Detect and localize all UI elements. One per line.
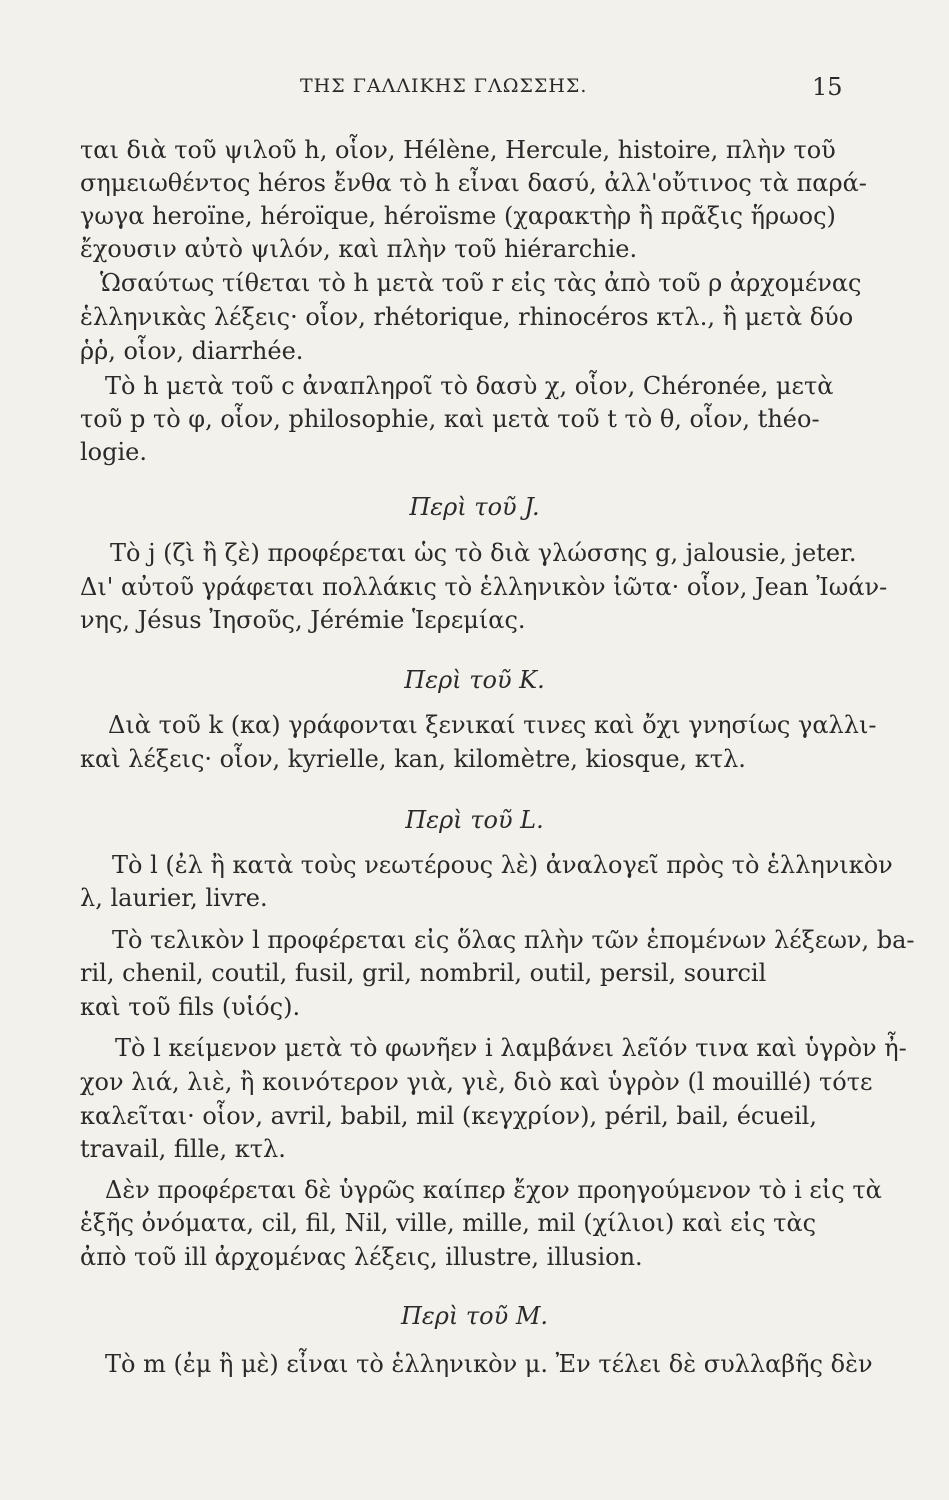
page-number: 15 (812, 73, 843, 101)
text-line: ἑξῆς ὀνόματα, cil, fil, Nil, ville, mille, mil (χίλιοι) καὶ εἰς τὰς (80, 1209, 817, 1237)
text-line: τοῦ p τὸ φ, οἷον, philosophie, καὶ μετὰ τοῦ t τὸ θ, οἷον, théo- (80, 405, 820, 433)
text-line: Δὲν προφέρεται δὲ ὑγρῶς καίπερ ἔχον προηγούμενον τὸ i εἰς τὰ (105, 1176, 882, 1204)
text-line: ἀπὸ τοῦ ill ἀρχομένας λέξεις, illustre, illusion. (80, 1243, 643, 1271)
section-heading-m: Περὶ τοῦ M. (400, 1302, 549, 1330)
section-heading-k: Περὶ τοῦ K. (404, 666, 545, 694)
text-line: travail, fille, κτλ. (80, 1135, 286, 1163)
text-line: logie. (80, 438, 147, 466)
text-line: Τὸ m (ἐμ ἢ μὲ) εἶναι τὸ ἑλληνικὸν μ. Ἐν τέλει δὲ συλλαβῆς δὲν (105, 1350, 873, 1378)
text-line: Τὸ l κείμενον μετὰ τὸ φωνῆεν i λαμβάνει λεῖόν τινα καὶ ὑγρὸν ἦ- (115, 1034, 907, 1062)
text-line: λ, laurier, livre. (80, 884, 268, 912)
text-line: ται διὰ τοῦ ψιλοῦ h, οἷον, Hélène, Hercule, histoire, πλὴν τοῦ (80, 136, 836, 164)
text-line: ril, chenil, coutil, fusil, gril, nombril, outil, persil, sourcil (80, 959, 767, 987)
text-line: Διὰ τοῦ k (κα) γράφονται ξενικαί τινες καὶ ὄχι γνησίως γαλλι- (108, 711, 877, 739)
text-line: ῥῥ, οἷον, diarrhée. (80, 337, 304, 365)
text-line: χον λιά, λιὲ, ἢ κοινότερον γιὰ, γιὲ, διὸ καὶ ὑγρὸν (l mouillé) τότε (80, 1068, 873, 1096)
text-line: ἑλληνικὰς λέξεις· οἷον, rhétorique, rhinocéros κτλ., ἢ μετὰ δύο (80, 303, 854, 331)
text-line: ἔχουσιν αὐτὸ ψιλόν, καὶ πλὴν τοῦ hiérarchie. (80, 235, 638, 263)
text-line: καὶ τοῦ fils (υἱός). (80, 993, 301, 1021)
text-line: Τὸ h μετὰ τοῦ c ἀναπληροῖ τὸ δασὺ χ, οἷον, Chéronée, μετὰ (105, 372, 834, 400)
text-line: Ὡσαύτως τίθεται τὸ h μετὰ τοῦ r εἰς τὰς ἀπὸ τοῦ ρ ἀρχομένας (100, 269, 862, 297)
running-head: ΤΗΣ ΓΑΛΛΙΚΗΣ ΓΛΩΣΣΗΣ. (300, 75, 588, 97)
text-line: καλεῖται· οἷον, avril, babil, mil (κεγχρίον), péril, bail, écueil, (80, 1102, 817, 1130)
text-line: Δι' αὐτοῦ γράφεται πολλάκις τὸ ἑλληνικὸν ἰῶτα· οἷον, Jean Ἰωάν- (80, 573, 888, 601)
text-line: Τὸ j (ζὶ ἢ ζὲ) προφέρεται ὡς τὸ διὰ γλώσσης g, jalousie, jeter. (110, 539, 857, 567)
text-line: σημειωθέντος héros ἔνθα τὸ h εἶναι δασύ, ἀλλ'οὔτινος τὰ παρά- (80, 169, 867, 197)
text-line: Τὸ τελικὸν l προφέρεται εἰς ὅλας πλὴν τῶν ἑπομένων λέξεων, ba- (112, 926, 915, 954)
text-line: γωγα heroïne, héroïque, héroïsme (χαρακτὴρ ἢ πρᾶξις ἥρωος) (80, 202, 836, 230)
section-heading-l: Περὶ τοῦ L. (405, 806, 544, 834)
text-line: καὶ λέξεις· οἷον, kyrielle, kan, kilomètre, kiosque, κτλ. (80, 745, 746, 773)
section-heading-j: Περὶ τοῦ J. (409, 493, 540, 521)
text-line: Τὸ l (ἐλ ἢ κατὰ τοὺς νεωτέρους λὲ) ἀναλογεῖ πρὸς τὸ ἑλληνικὸν (112, 851, 893, 879)
text-line: νης, Jésus Ἰησοῦς, Jérémie Ἱερεμίας. (80, 606, 526, 634)
